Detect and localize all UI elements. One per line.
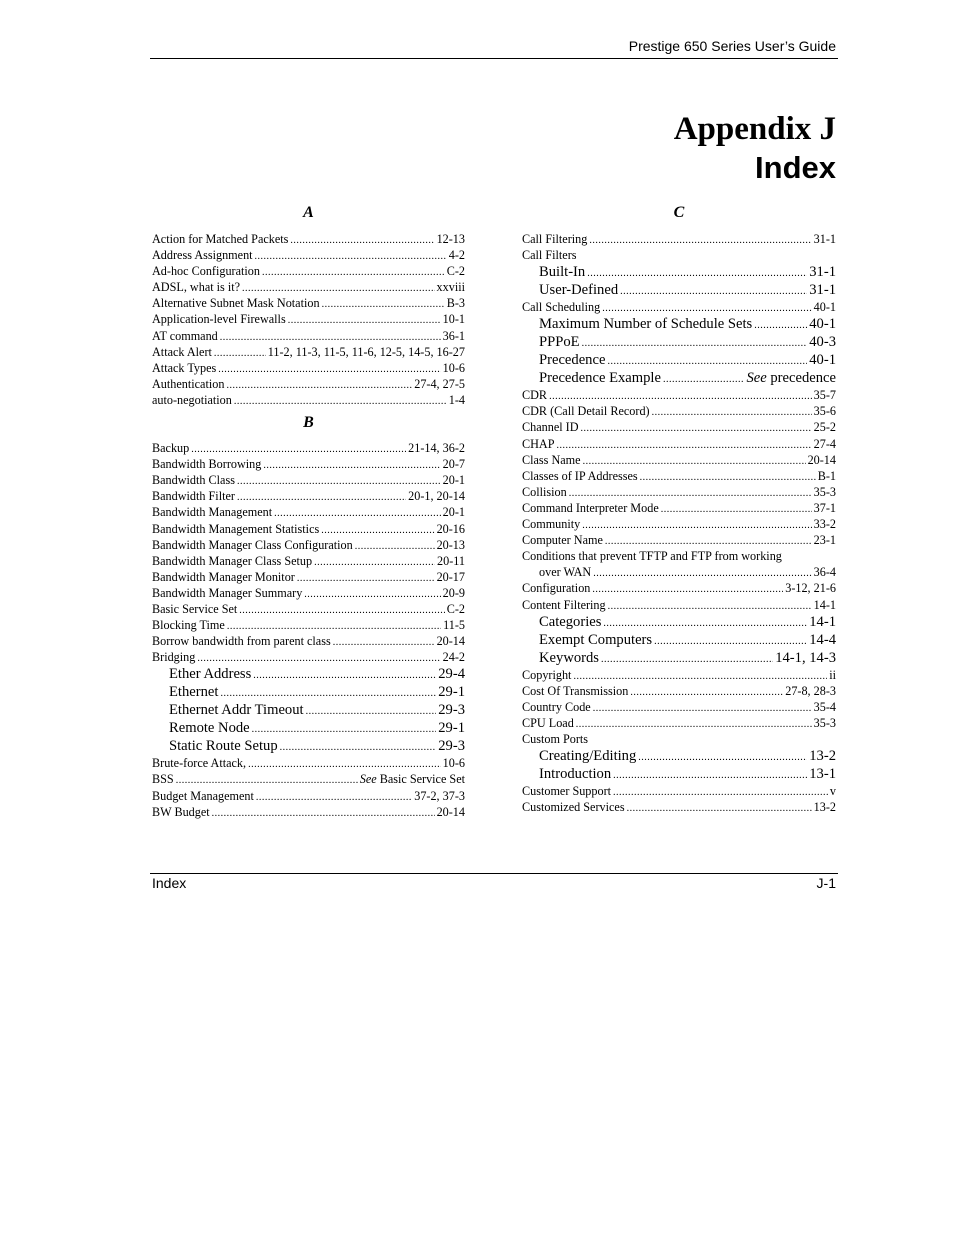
index-entry <box>522 419 836 435</box>
footer-page-number: J-1 <box>816 875 836 891</box>
index-entry <box>522 436 836 452</box>
index-term: Content Filtering <box>522 597 606 612</box>
dot-leader <box>605 534 812 548</box>
index-term: Keywords <box>539 649 599 666</box>
dot-leader <box>652 405 812 419</box>
dot-leader <box>589 233 811 247</box>
index-pages: 29-1 <box>438 720 465 737</box>
index-pages: 27-4, 27-5 <box>414 376 465 391</box>
index-pages: 20-17 <box>436 569 465 584</box>
index-term: Basic Service Set <box>152 601 238 616</box>
appendix-title: Appendix J <box>673 111 836 147</box>
dot-leader <box>290 233 434 247</box>
index-term: Budget Management <box>152 788 254 803</box>
dot-leader <box>321 523 434 537</box>
index-list-a <box>152 231 465 408</box>
index-entry <box>152 755 465 771</box>
index-entry <box>522 548 836 564</box>
index-pages: 20-16 <box>436 521 465 536</box>
index-term: Bandwidth Manager Summary <box>152 585 303 600</box>
dot-leader <box>583 454 806 468</box>
index-term: CDR <box>522 388 548 403</box>
dot-leader <box>627 801 812 815</box>
index-term: Ethernet Addr Timeout <box>169 702 304 719</box>
dot-leader <box>214 346 266 360</box>
index-entry <box>522 613 836 631</box>
index-pages: ii <box>829 667 836 682</box>
index-entry <box>522 699 836 715</box>
dot-leader <box>630 685 783 699</box>
dot-leader <box>620 283 807 299</box>
dot-leader <box>237 490 406 504</box>
index-entry <box>522 783 836 799</box>
index-entry <box>522 799 836 815</box>
index-term: Precedence <box>539 352 606 369</box>
index-entry <box>522 747 836 765</box>
index-pages: 20-9 <box>442 585 465 600</box>
dot-leader <box>573 669 827 683</box>
index-pages: 35-7 <box>813 388 836 403</box>
index-term: Static Route Setup <box>169 738 278 755</box>
index-pages: 13-2 <box>809 748 836 765</box>
index-term: Classes of IP Addresses <box>522 468 638 483</box>
index-term: Exempt Computers <box>539 631 653 648</box>
index-entry <box>152 737 465 755</box>
index-entry <box>522 387 836 403</box>
index-pages: 20-1, 20-14 <box>408 489 465 504</box>
index-pages: 14-1 <box>813 597 836 612</box>
index-term: CDR (Call Detail Record) <box>522 404 650 419</box>
index-term: auto-negotiation <box>152 392 232 407</box>
dot-leader <box>569 486 812 500</box>
index-entry <box>152 537 465 553</box>
dot-leader <box>322 297 445 311</box>
index-term: Attack Alert <box>152 344 212 359</box>
index-term: Class Name <box>522 452 581 467</box>
footer-rule <box>150 873 838 874</box>
dot-leader <box>355 539 435 553</box>
dot-leader <box>176 773 358 787</box>
index-entry <box>522 532 836 548</box>
index-entry <box>152 585 465 601</box>
index-pages: 35-3 <box>813 484 836 499</box>
index-entry <box>522 597 836 613</box>
index-pages: xxviii <box>436 280 465 295</box>
dot-leader <box>602 301 811 315</box>
index-term: over WAN <box>539 565 592 580</box>
running-header: Prestige 650 Series User’s Guide <box>628 38 836 54</box>
index-entry <box>152 771 465 787</box>
index-term: PPPoE <box>539 334 580 351</box>
index-pages <box>360 771 465 787</box>
index-pages: 29-3 <box>438 738 465 755</box>
index-pages: 20-13 <box>436 537 465 552</box>
dot-leader <box>582 518 811 532</box>
index-pages: 10-1 <box>442 312 465 327</box>
dot-leader <box>593 566 811 580</box>
dot-leader <box>239 603 444 617</box>
dot-leader <box>197 651 440 665</box>
dot-leader <box>263 458 440 472</box>
index-entry <box>522 631 836 649</box>
index-term: Alternative Subnet Mask Notation <box>152 296 320 311</box>
dot-leader <box>613 767 807 783</box>
index-pages: 35-4 <box>813 699 836 714</box>
index-entry <box>152 440 465 456</box>
dot-leader <box>582 335 808 351</box>
index-term: CHAP <box>522 436 555 451</box>
index-term: Introduction <box>539 766 612 783</box>
index-entry <box>522 351 836 369</box>
index-term: Configuration <box>522 581 591 596</box>
index-pages: 40-1 <box>809 352 836 369</box>
index-pages: 24-2 <box>442 650 465 665</box>
index-term: Bridging <box>152 650 196 665</box>
index-pages: 20-14 <box>807 452 836 467</box>
index-term: Call Scheduling <box>522 300 601 315</box>
index-term: Ether Address <box>169 666 252 683</box>
dot-leader <box>557 438 812 452</box>
index-pages: 40-3 <box>809 334 836 351</box>
dot-leader <box>220 685 436 701</box>
dot-leader <box>601 651 773 667</box>
dot-leader <box>661 502 812 516</box>
index-pages: 4-2 <box>448 248 465 263</box>
index-entry <box>522 369 836 387</box>
index-entry <box>152 633 465 649</box>
index-entry <box>152 649 465 665</box>
index-term: CPU Load <box>522 715 574 730</box>
dot-leader <box>280 739 437 755</box>
index-pages: 10-6 <box>442 756 465 771</box>
index-entry <box>522 452 836 468</box>
index-pages: 29-4 <box>438 666 465 683</box>
index-term: Brute-force Attack, <box>152 756 247 771</box>
dot-leader <box>576 717 812 731</box>
section-letter-a: A <box>303 204 314 221</box>
index-pages: 31-1 <box>813 232 836 246</box>
dot-leader <box>304 587 440 601</box>
dot-leader <box>754 317 807 333</box>
index-term: Bandwidth Class <box>152 473 235 488</box>
index-entry <box>152 504 465 520</box>
index-pages: 36-1 <box>442 328 465 343</box>
index-term: Computer Name <box>522 533 603 548</box>
footer-section-name: Index <box>152 875 187 891</box>
index-term: Bandwidth Borrowing <box>152 457 262 472</box>
index-pages: 37-2, 37-3 <box>414 788 465 803</box>
index-pages: 12-13 <box>436 232 465 246</box>
index-term: BW Budget <box>152 804 210 819</box>
index-entry <box>522 667 836 683</box>
index-term: Cost Of Transmission <box>522 683 629 698</box>
index-pages: 1-4 <box>448 392 465 407</box>
index-term: BSS <box>152 772 174 787</box>
index-entry <box>522 403 836 419</box>
dot-leader <box>297 571 435 585</box>
dot-leader <box>549 389 812 403</box>
index-pages: 31-1 <box>809 282 836 299</box>
index-entry <box>152 472 465 488</box>
index-term: Bandwidth Manager Class Setup <box>152 553 313 568</box>
index-pages <box>746 369 836 387</box>
index-pages: 20-7 <box>442 457 465 472</box>
dot-leader <box>593 701 812 715</box>
index-term: Community <box>522 517 581 532</box>
index-entry <box>152 569 465 585</box>
index-entry <box>152 788 465 804</box>
index-entry <box>522 580 836 596</box>
index-entry <box>522 484 836 500</box>
dot-leader <box>587 265 807 281</box>
index-pages: 35-6 <box>813 404 836 419</box>
left-column <box>152 200 465 820</box>
index-pages: 13-1 <box>809 766 836 783</box>
index-term: Call Filters <box>522 248 577 263</box>
dot-leader <box>603 615 807 631</box>
index-entry <box>522 516 836 532</box>
index-entry <box>522 299 836 315</box>
index-entry <box>152 328 465 344</box>
dot-leader <box>638 749 807 765</box>
dot-leader <box>227 619 441 633</box>
index-entry <box>522 731 836 747</box>
index-term: Bandwidth Management <box>152 505 273 520</box>
index-entry <box>522 564 836 580</box>
dot-leader <box>191 442 406 456</box>
index-pages: 20-1 <box>442 473 465 488</box>
index-entry <box>152 488 465 504</box>
dot-leader <box>252 721 437 737</box>
dot-leader <box>218 362 440 376</box>
index-pages: v <box>829 784 836 799</box>
index-pages: 31-1 <box>809 264 836 281</box>
right-column <box>522 200 836 815</box>
dot-leader <box>234 394 447 408</box>
section-letter-c: C <box>673 204 685 221</box>
index-term: Blocking Time <box>152 618 225 633</box>
index-entry <box>152 521 465 537</box>
index-term: Address Assignment <box>152 248 253 263</box>
index-pages: 20-1 <box>442 505 465 520</box>
index-pages: C-2 <box>446 601 465 616</box>
index-entry <box>152 263 465 279</box>
dot-leader <box>237 474 441 488</box>
index-entry <box>152 683 465 701</box>
index-entry <box>522 263 836 281</box>
index-term: Bandwidth Management Statistics <box>152 521 320 536</box>
index-term: Customer Support <box>522 784 612 799</box>
index-entry <box>522 281 836 299</box>
index-term: Built-In <box>539 264 586 281</box>
index-pages: 14-4 <box>809 631 836 648</box>
title-block <box>674 110 836 188</box>
dot-leader <box>640 470 816 484</box>
dot-leader <box>314 555 435 569</box>
index-term: Command Interpreter Mode <box>522 500 659 515</box>
index-term: AT command <box>152 328 218 343</box>
index-pages: 13-2 <box>813 800 836 815</box>
index-pages: C-2 <box>446 264 465 279</box>
see-target: Basic Service Set <box>376 772 465 787</box>
see-reference: See <box>359 772 377 787</box>
dot-leader <box>654 633 807 649</box>
index-term: Attack Types <box>152 360 217 375</box>
dot-leader <box>592 582 783 596</box>
index-pages: 27-4 <box>813 436 836 451</box>
index-entry <box>522 315 836 333</box>
see-reference: See <box>746 370 767 387</box>
index-pages: B-1 <box>817 468 836 483</box>
dot-leader <box>607 353 807 369</box>
index-term: Conditions that prevent TFTP and FTP from working <box>522 549 782 564</box>
index-term: Bandwidth Manager Class Configuration <box>152 537 353 552</box>
index-term: Call Filtering <box>522 232 588 246</box>
index-term: ADSL, what is it? <box>152 280 241 295</box>
index-term: Backup <box>152 441 190 456</box>
index-term: Channel ID <box>522 420 579 435</box>
index-term: Custom Ports <box>522 731 589 746</box>
dot-leader <box>242 281 435 295</box>
index-entry <box>152 665 465 683</box>
header-rule <box>150 58 838 59</box>
index-term: Creating/Editing <box>539 748 637 765</box>
index-entry <box>522 231 836 247</box>
index-pages: 20-11 <box>437 553 465 568</box>
index-entry <box>152 601 465 617</box>
index-term: Ethernet <box>169 684 219 701</box>
index-term: Copyright <box>522 667 572 682</box>
index-term: Bandwidth Manager Monitor <box>152 569 295 584</box>
index-entry <box>522 468 836 484</box>
index-pages: 36-4 <box>813 565 836 580</box>
index-entry <box>152 617 465 633</box>
index-pages: 29-1 <box>438 684 465 701</box>
index-pages: 40-1 <box>813 300 836 315</box>
index-entry <box>522 683 836 699</box>
dot-leader <box>663 371 745 387</box>
see-target: precedence <box>766 370 836 387</box>
dot-leader <box>212 806 435 820</box>
index-entry <box>152 392 465 408</box>
index-entry <box>152 701 465 719</box>
index-term: Country Code <box>522 699 591 714</box>
index-pages: 10-6 <box>442 360 465 375</box>
index-pages: 11-2, 11-3, 11-5, 11-6, 12-5, 14-5, 16-27 <box>267 344 465 359</box>
dot-leader <box>262 265 445 279</box>
index-term: Ad-hoc Configuration <box>152 264 260 279</box>
dot-leader <box>274 506 441 520</box>
index-entry <box>522 715 836 731</box>
index-entry <box>152 247 465 263</box>
index-pages: 20-14 <box>436 634 465 649</box>
index-term: Customized Services <box>522 800 625 815</box>
index-entry <box>152 456 465 472</box>
index-pages: 33-2 <box>813 517 836 532</box>
index-term: Precedence Example <box>539 370 661 387</box>
index-list-c <box>522 231 836 815</box>
index-pages: 40-1 <box>809 316 836 333</box>
index-entry <box>152 804 465 820</box>
index-pages: 35-3 <box>813 715 836 730</box>
dot-leader <box>255 249 447 263</box>
dot-leader <box>613 785 828 799</box>
index-term: Action for Matched Packets <box>152 232 289 246</box>
index-entry <box>522 649 836 667</box>
index-term: Application-level Firewalls <box>152 312 286 327</box>
index-entry <box>152 295 465 311</box>
dot-leader <box>253 667 436 683</box>
index-term: Bandwidth Filter <box>152 489 235 504</box>
index-pages: B-3 <box>446 296 465 311</box>
index-title: Index <box>755 150 836 185</box>
index-pages: 11-5 <box>443 618 465 633</box>
index-pages: 3-12, 21-6 <box>785 581 836 596</box>
index-term: Maximum Number of Schedule Sets <box>539 316 753 333</box>
index-pages: 14-1 <box>809 613 836 630</box>
dot-leader <box>333 635 435 649</box>
index-entry <box>152 344 465 360</box>
index-entry <box>522 765 836 783</box>
dot-leader <box>256 790 412 804</box>
index-entry <box>152 311 465 327</box>
index-pages: 20-14 <box>436 804 465 819</box>
index-entry <box>522 333 836 351</box>
index-entry <box>152 360 465 376</box>
index-pages: 37-1 <box>813 500 836 515</box>
index-term: Remote Node <box>169 720 250 737</box>
index-pages: 23-1 <box>813 533 836 548</box>
dot-leader <box>608 599 812 613</box>
dot-leader <box>306 703 437 719</box>
index-term: Collision <box>522 484 567 499</box>
index-entry <box>152 231 465 247</box>
index-entry <box>152 553 465 569</box>
index-pages: 14-1, 14-3 <box>775 649 836 666</box>
index-term: Borrow bandwidth from parent class <box>152 634 331 649</box>
dot-leader <box>581 421 812 435</box>
index-entry <box>152 376 465 392</box>
index-list-b <box>152 440 465 820</box>
index-term: User-Defined <box>539 282 619 299</box>
dot-leader <box>220 330 441 344</box>
index-term: Categories <box>539 613 602 630</box>
index-entry <box>152 719 465 737</box>
index-term: Authentication <box>152 376 225 391</box>
index-pages: 25-2 <box>813 420 836 435</box>
index-entry <box>522 500 836 516</box>
dot-leader <box>288 313 441 327</box>
index-pages: 21-14, 36-2 <box>408 441 465 456</box>
index-entry <box>152 279 465 295</box>
section-letter-b: B <box>303 414 314 432</box>
dot-leader <box>248 757 441 771</box>
dot-leader <box>226 378 412 392</box>
index-entry <box>522 247 836 263</box>
index-pages: 29-3 <box>438 702 465 719</box>
index-pages: 27-8, 28-3 <box>785 683 836 698</box>
